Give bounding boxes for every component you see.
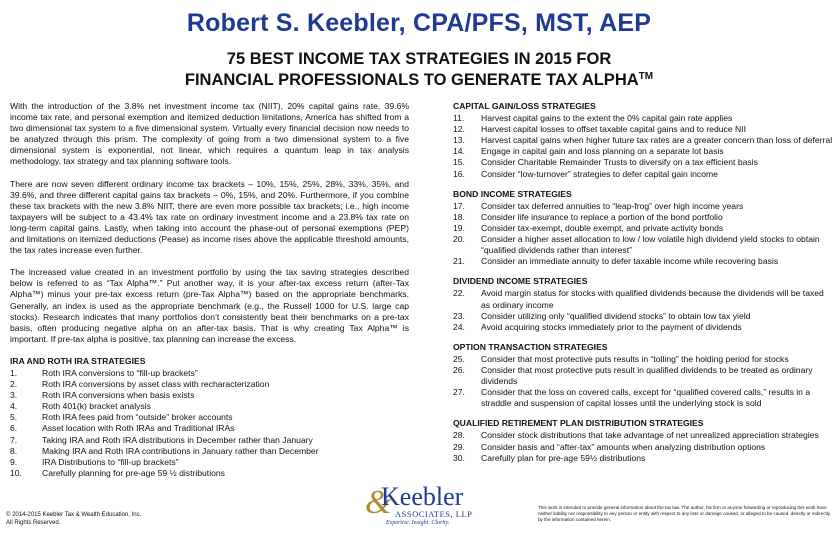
logo-name: Keebler: [381, 482, 464, 511]
item-text: Consider life insurance to replace a portion of the bond portfolio: [481, 211, 723, 222]
item-text: Consider an immediate annuity to defer taxable income while recovering basis: [481, 256, 779, 267]
list-item: [453, 157, 833, 168]
item-number: 18.: [453, 211, 465, 222]
item-number: 5.: [10, 412, 18, 423]
list-item: [453, 113, 833, 124]
item-text: Consider a higher asset allocation to low / low volatile high dividend yield stocks to obtain “qualified dividends rather than interest”: [481, 234, 820, 256]
section-heading-option-transaction-strategies: OPTION TRANSACTION STRATEGIES: [453, 341, 608, 352]
copyright-line-1: © 2014-2015 Keebler Tax & Wealth Education, Inc.: [6, 512, 142, 518]
list-item: [10, 412, 409, 423]
item-text: Harvest capital losses to offset taxable capital gains and to reduce NII: [481, 124, 746, 135]
item-number: 26.: [453, 364, 465, 375]
item-number: 22.: [453, 288, 465, 299]
item-number: 30.: [453, 452, 465, 463]
page-title: Robert S. Keebler, CPA/PFS, MST, AEP: [186, 9, 652, 37]
logo-associates: ASSOCIATES, LLP: [395, 509, 473, 519]
list-item: [453, 430, 833, 441]
list-item: [10, 390, 409, 401]
list-item: [453, 124, 833, 135]
item-number: 3.: [10, 390, 18, 401]
list-item: [453, 212, 833, 223]
disclaimer: This work is intended to provide general information about the tax law. The author, his firm or anyone forwarding or reproducing this work have neither liability nor responsibility to any person or entity with respect to any loss or damage caused, or alleged to be caused, directly or indirectly by the information contained herein.: [538, 505, 831, 522]
item-text: Making IRA and Roth IRA contributions in January rather than December: [42, 445, 319, 456]
list-item: [453, 201, 833, 212]
strategy-list: [453, 113, 833, 180]
item-text: Consider that most protective puts results in “tolling” the holding period for stocks: [481, 353, 789, 364]
left-column: [10, 101, 409, 479]
list-item: [453, 146, 833, 157]
item-text: Carefully planning for pre-age 59 ½ distributions: [42, 467, 225, 478]
item-text: Roth IRA conversions when basis exists: [42, 390, 195, 401]
item-number: 20.: [453, 234, 465, 245]
item-text: IRA Distributions to “fill-up brackets”: [42, 456, 179, 467]
item-number: 21.: [453, 256, 465, 267]
item-number: 13.: [453, 135, 465, 146]
item-number: 11.: [453, 113, 465, 124]
section-heading-dividend-income-strategies: DIVIDEND INCOME STRATEGIES: [453, 276, 588, 287]
keebler-logo: [365, 480, 473, 530]
item-text: Consider tax-exempt, double exempt, and private activity bonds: [481, 222, 724, 233]
list-item: [453, 135, 833, 146]
strategy-list: [453, 430, 833, 463]
list-item: [10, 423, 409, 434]
item-text: Roth 401(k) bracket analysis: [42, 401, 151, 412]
list-item: [10, 457, 409, 468]
list-item: [453, 311, 833, 322]
item-text: Taking IRA and Roth IRA distributions in December rather than January: [42, 434, 313, 445]
list-item: [453, 223, 833, 234]
item-number: 16.: [453, 168, 465, 179]
item-text: Consider basis and “after-tax” amounts when analyzing distribution options: [481, 441, 766, 452]
section-heading-ira-and-roth-ira-strategies: IRA AND ROTH IRA STRATEGIES: [10, 355, 146, 366]
item-text: Roth IRA conversions by asset class with recharacterization: [42, 379, 270, 390]
list-item: [453, 256, 833, 267]
subtitle-line-2: [0, 71, 838, 90]
item-number: 28.: [453, 430, 465, 441]
strategy-list: [453, 354, 833, 409]
trademark-mark: TM: [638, 71, 654, 82]
item-text: Consider that the loss on covered calls, except for “qualified covered calls,” results in a straddle and suspension of capital losses until the underlying stock is sold: [481, 387, 811, 409]
list-item: [453, 354, 833, 365]
item-number: 7.: [10, 434, 18, 445]
list-item: [453, 453, 833, 464]
item-text: Avoid acquiring stocks immediately prior to the payment of dividends: [481, 321, 742, 332]
item-text: Consider that most protective puts result in qualified dividends to be treated as ordinary dividends: [481, 364, 813, 387]
subtitle-line-2-text: FINANCIAL PROFESSIONALS TO GENERATE TAX ALPHA: [184, 71, 639, 89]
list-item: [453, 322, 833, 333]
list-item: [453, 387, 833, 409]
list-item: [10, 435, 409, 446]
item-text: Consider Charitable Remainder Trusts to diversify on a tax efficient basis: [481, 157, 758, 168]
right-column: [453, 101, 833, 464]
list-item: [10, 446, 409, 457]
item-number: 25.: [453, 353, 465, 364]
item-number: 1.: [10, 367, 18, 378]
list-item: [453, 169, 833, 180]
list-item: [453, 365, 833, 387]
item-text: Consider “low-turnover” strategies to defer capital gain income: [481, 168, 718, 179]
strategy-list: [10, 368, 409, 479]
item-number: 29.: [453, 441, 465, 452]
item-number: 24.: [453, 321, 465, 332]
intro-paragraph-3: The increased value created in an investment portfolio by using the tax saving strategies described below is referred to as “Tax Alpha™.” Put another way, it is your after-tax excess return (after-Tax Alpha™) minus your pre-tax excess return (pre-Tax Alpha™) based on the appropriate benchmarks. Generally, an index is used as the appropriate benchmark (e.g., the Russell 1000 for U.S. large cap stocks). Research indicates that many portfolios don’t consistently beat their benchmarks on a pre-tax basis, often producing negative alpha on an after-tax basis. That is why creating Tax Alpha™ is important. If pre-tax alpha is positive, tax planning can increase the excess.: [10, 267, 409, 344]
item-number: 6.: [10, 423, 18, 434]
section-heading-capital-gain-loss-strategies: CAPITAL GAIN/LOSS STRATEGIES: [453, 101, 596, 111]
item-number: 8.: [10, 445, 18, 456]
left-strategy-sections: [10, 356, 409, 479]
item-number: 2.: [10, 379, 18, 390]
subtitle-line-1: 75 BEST INCOME TAX STRATEGIES IN 2015 FOR: [226, 50, 612, 68]
logo-tagline: Expertise. Insight. Clarity.: [386, 520, 450, 526]
item-text: Roth IRA conversions to “fill-up brackets”: [42, 367, 198, 378]
item-number: 10.: [10, 467, 22, 478]
copyright-notice: [6, 511, 141, 527]
list-item: [453, 288, 833, 310]
item-number: 12.: [453, 124, 465, 135]
item-text: Consider stock distributions that take advantage of net unrealized appreciation strategies: [481, 430, 819, 441]
right-strategy-sections: [453, 101, 833, 464]
logo-ampersand: &: [365, 484, 392, 521]
item-number: 4.: [10, 401, 18, 412]
item-text: Avoid margin status for stocks with qualified dividends because the dividends will be taxed as ordinary income: [481, 288, 824, 310]
item-number: 27.: [453, 387, 465, 398]
section-heading-qualified-retirement-plan-distribution-strategies: QUALIFIED RETIREMENT PLAN DISTRIBUTION STRATEGIES: [453, 418, 704, 429]
item-text: Asset location with Roth IRAs and Traditional IRAs: [42, 423, 235, 434]
strategy-list: [453, 201, 833, 268]
item-text: Engage in capital gain and loss planning on a separate lot basis: [481, 146, 724, 157]
item-text: Harvest capital gains to the extent the 0% capital gain rate applies: [481, 113, 733, 124]
list-item: [10, 368, 409, 379]
item-text: Carefully plan for pre-age 59½ distributions: [481, 452, 646, 463]
strategy-list: [453, 288, 833, 332]
item-text: Consider tax deferred annuities to “leap-frog” over high income years: [481, 200, 744, 211]
copyright-line-2: All Rights Reserved.: [6, 520, 61, 526]
item-number: 17.: [453, 200, 465, 211]
intro-paragraph-1: With the introduction of the 3.8% net investment income tax (NIIT), 20% capital gains rate, 39.6% income tax rate, and personal exemption and itemized deduction limitations, America has shifted from a two dimensional tax system to a five dimensional system. Virtually every financial decision now needs to be analyzed through this prism. The complexity of going from a two dimensional system to a five dimensional system is exponential, not linear, which requires a quantum leap in tax analysis methodology, tax strategy and tax planning software tools.: [10, 101, 409, 167]
list-item: [10, 468, 409, 479]
item-number: 15.: [453, 157, 465, 168]
list-item: [10, 401, 409, 412]
list-item: [453, 442, 833, 453]
section-heading-bond-income-strategies: BOND INCOME STRATEGIES: [453, 188, 572, 199]
item-number: 9.: [10, 456, 18, 467]
item-number: 23.: [453, 310, 465, 321]
item-text: Harvest capital gains when higher future tax rates are a greater concern than loss of deferral: [481, 135, 833, 146]
item-number: 19.: [453, 222, 465, 233]
item-number: 14.: [453, 146, 465, 157]
intro-paragraph-2: There are now seven different ordinary income tax brackets – 10%, 15%, 25%, 28%, 33%, 35%, and 39.6%, and three different capital gains tax brackets – 0%, 15%, and 20%. Furthermore, if you combine these tax brackets with the new 3.8% NIIT, there are even more possible tax brackets; i.e., high income taxpayers will be subject to a 43.4% tax rate on ordinary investment income and a 23.8% tax rate on long-term capital gains. Lastly, when taking into account the phase-out of personal exemptions (PEP) and limitations on itemized deductions (Pease) as income rises above the applicable threshold amounts, the tax rates increase even further.: [10, 178, 409, 256]
item-text: Consider utilizing only “qualified dividend stocks” to obtain low tax yield: [481, 310, 751, 321]
list-item: [453, 234, 833, 256]
list-item: [10, 379, 409, 390]
item-text: Roth IRA fees paid from “outside” broker accounts: [42, 412, 233, 423]
